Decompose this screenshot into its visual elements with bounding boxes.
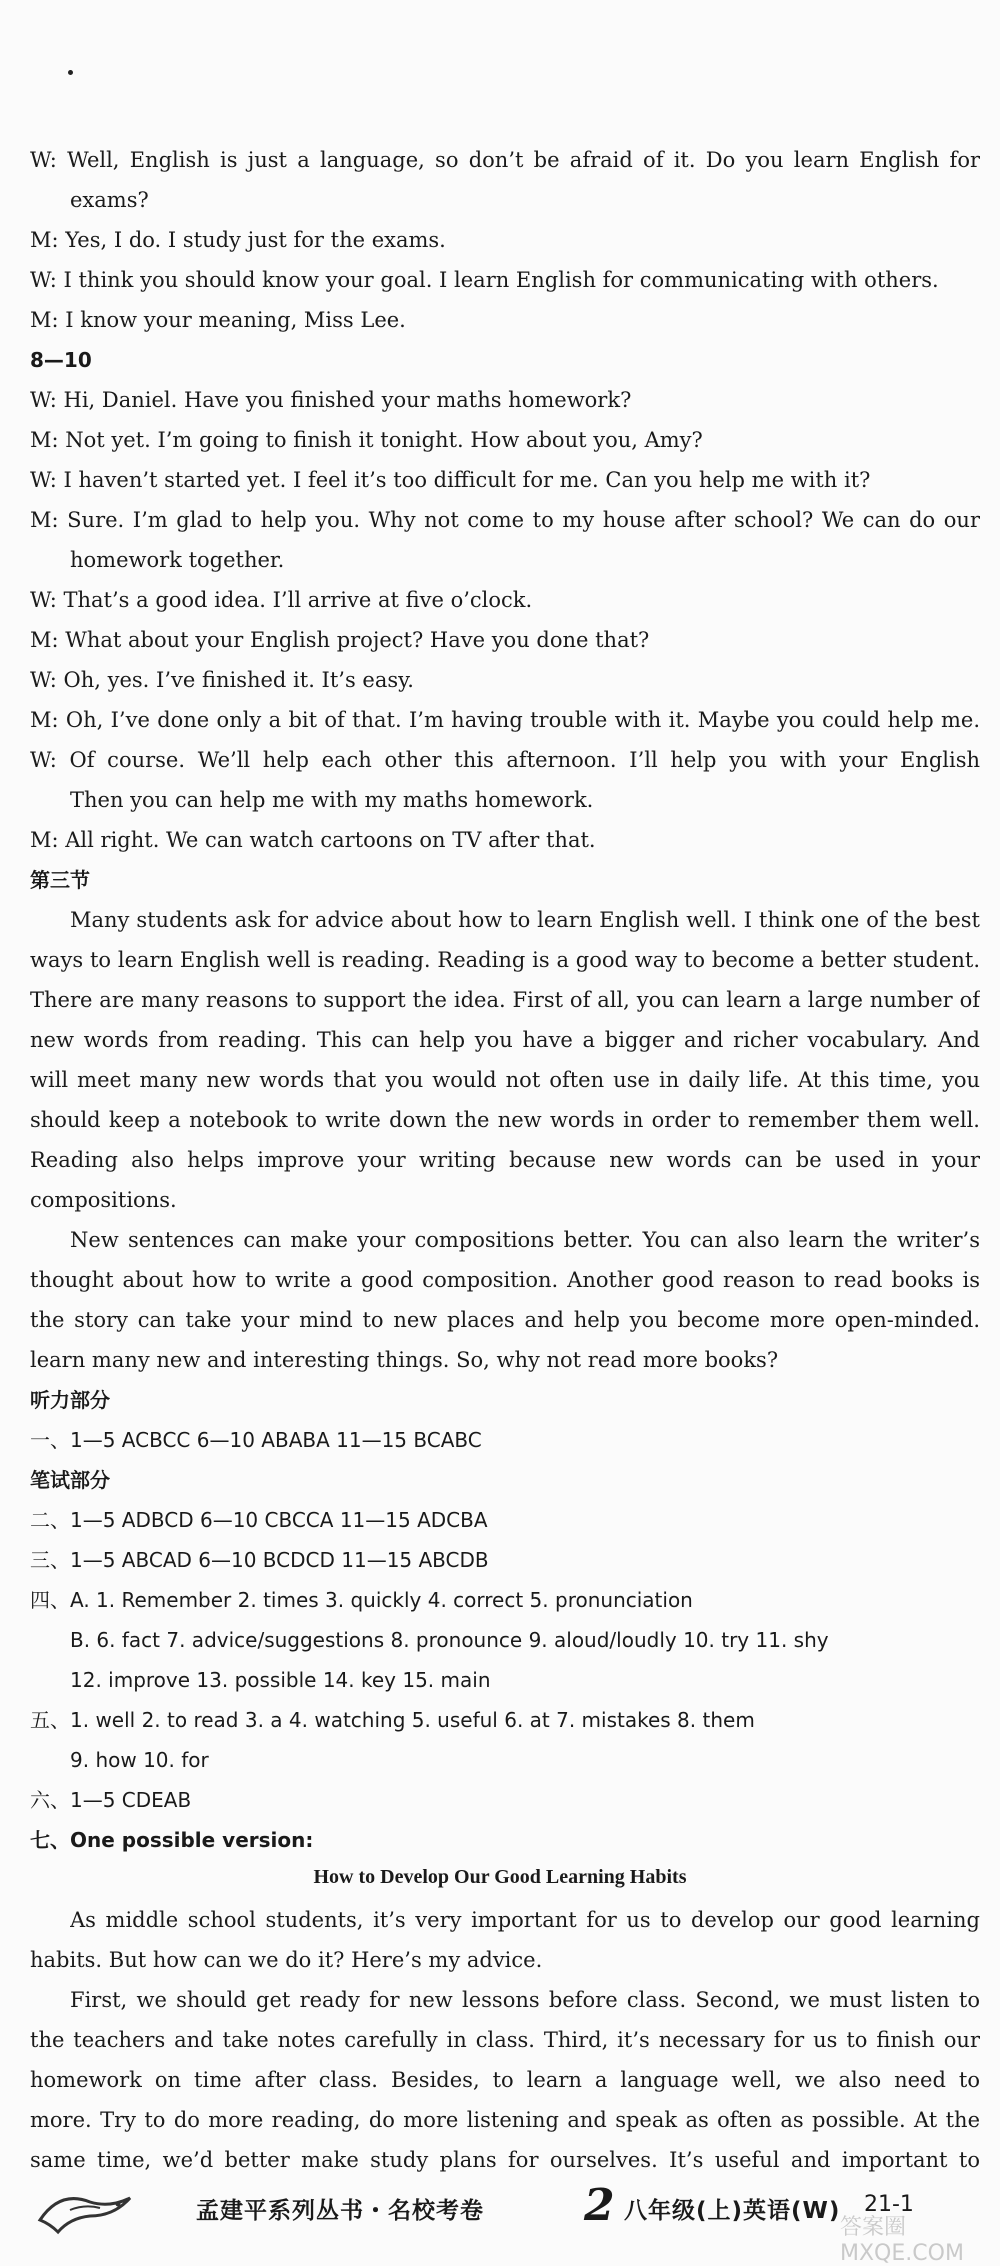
passage-line: will meet many new words that you would not often use in daily life. At this time, you bbox=[30, 1068, 980, 1092]
passage-line: There are many reasons to support the idea. First of all, you can learn a large number of bbox=[30, 988, 980, 1012]
dialogue-line: Then you can help me with my maths homework. bbox=[70, 788, 594, 812]
watermark: 答案圈 MXQE.COM bbox=[840, 2215, 964, 2266]
answer-line: 二、1—5 ADBCD 6—10 CBCCA 11—15 ADCBA bbox=[30, 1508, 488, 1532]
passage-line: compositions. bbox=[30, 1188, 177, 1212]
essay-line: First, we should get ready for new lessons before class. Second, we must listen to bbox=[70, 1988, 980, 2012]
answer-line: 一、1—5 ACBCC 6—10 ABABA 11—15 BCABC bbox=[30, 1428, 482, 1452]
dialogue-line: W: Hi, Daniel. Have you finished your maths homework? bbox=[30, 388, 632, 412]
scan-dot bbox=[68, 70, 73, 75]
dialogue-line: W: Well, English is just a language, so don’t be afraid of it. Do you learn English for bbox=[30, 148, 980, 172]
essay-line: more. Try to do more reading, do more listening and speak as often as possible. At the bbox=[30, 2108, 980, 2132]
essay-line: habits. But how can we do it? Here’s my advice. bbox=[30, 1948, 543, 1972]
passage-line: ways to learn English well is reading. Reading is a good way to become a better student. bbox=[30, 948, 980, 972]
dialogue-line: W: I think you should know your goal. I learn English for communicating with others. bbox=[30, 268, 939, 292]
bird-logo-icon bbox=[30, 2180, 140, 2240]
essay-label: 七、One possible version: bbox=[30, 1828, 314, 1852]
answer-line: B. 6. fact 7. advice/suggestions 8. pronounce 9. aloud/loudly 10. try 11. shy bbox=[70, 1628, 829, 1652]
part-heading: 听力部分 bbox=[30, 1388, 110, 1412]
dialogue-line: M: What about your English project? Have you done that? bbox=[30, 628, 650, 652]
passage-line: learn many new and interesting things. So, why not read more books? bbox=[30, 1348, 779, 1372]
dialogue-line: M: All right. We can watch cartoons on TV after that. bbox=[30, 828, 596, 852]
dialogue-line: W: I haven’t started yet. I feel it’s too difficult for me. Can you help me with it? bbox=[30, 468, 871, 492]
essay-line: the teachers and take notes carefully in class. Third, it’s necessary for us to finish our bbox=[30, 2028, 980, 2052]
essay-line: As middle school students, it’s very important for us to develop our good learning bbox=[70, 1908, 980, 1932]
answer-line: 三、1—5 ABCAD 6—10 BCDCD 11—15 ABCDB bbox=[30, 1548, 489, 1572]
dialogue-line: W: Of course. We’ll help each other this afternoon. I’ll help you with your English bbox=[30, 748, 980, 772]
answer-line: 六、1—5 CDEAB bbox=[30, 1788, 192, 1812]
section-heading: 8—10 bbox=[30, 348, 92, 372]
passage-line: the story can take your mind to new places and help you become more open-minded. bbox=[30, 1308, 980, 1332]
dialogue-line: W: Oh, yes. I’ve finished it. It’s easy. bbox=[30, 668, 414, 692]
section-heading: 第三节 bbox=[30, 868, 90, 892]
essay-line: homework on time after class. Besides, to learn a language well, we also need to bbox=[30, 2068, 980, 2092]
passage-line: New sentences can make your compositions better. You can also learn the writer’s bbox=[70, 1228, 980, 1252]
essay-line: same time, we’d better make study plans for ourselves. It’s useful and important to bbox=[30, 2148, 980, 2172]
footer-page-code: 21-1 bbox=[864, 2192, 914, 2217]
answer-line: 9. how 10. for bbox=[70, 1748, 209, 1772]
dialogue-line: homework together. bbox=[70, 548, 285, 572]
dialogue-line: exams? bbox=[70, 188, 149, 212]
dialogue-line: M: Not yet. I’m going to finish it tonight. How about you, Amy? bbox=[30, 428, 703, 452]
page-footer bbox=[0, 2180, 1000, 2266]
answer-line: 四、A. 1. Remember 2. times 3. quickly 4. correct 5. pronunciation bbox=[30, 1588, 693, 1612]
dialogue-line: M: Sure. I’m glad to help you. Why not come to my house after school? We can do our bbox=[30, 508, 980, 532]
passage-line: thought about how to write a good composition. Another good reason to read books is bbox=[30, 1268, 980, 1292]
dialogue-line: M: Oh, I’ve done only a bit of that. I’m having trouble with it. Maybe you could help me. bbox=[30, 708, 980, 732]
part-heading: 笔试部分 bbox=[30, 1468, 110, 1492]
footer-grade-subject: 八年级(上)英语(W) bbox=[624, 2198, 841, 2224]
dialogue-line: M: Yes, I do. I study just for the exams. bbox=[30, 228, 446, 252]
dialogue-line: M: I know your meaning, Miss Lee. bbox=[30, 308, 406, 332]
footer-series: 孟建平系列丛书・名校考卷 bbox=[196, 2198, 484, 2224]
passage-line: Many students ask for advice about how to learn English well. I think one of the best bbox=[70, 908, 980, 932]
passage-line: new words from reading. This can help you have a bigger and richer vocabulary. And bbox=[30, 1028, 980, 1052]
answer-line: 五、1. well 2. to read 3. a 4. watching 5. useful 6. at 7. mistakes 8. them bbox=[30, 1708, 755, 1732]
answer-line: 12. improve 13. possible 14. key 15. main bbox=[70, 1668, 491, 1692]
passage-line: should keep a notebook to write down the new words in order to remember them well. bbox=[30, 1108, 980, 1132]
dialogue-line: W: That’s a good idea. I’ll arrive at five o’clock. bbox=[30, 588, 533, 612]
essay-title: How to Develop Our Good Learning Habits bbox=[313, 1866, 687, 1888]
passage-line: Reading also helps improve your writing because new words can be used in your bbox=[30, 1148, 980, 1172]
footer-volume-number: 2 bbox=[584, 2180, 615, 2231]
